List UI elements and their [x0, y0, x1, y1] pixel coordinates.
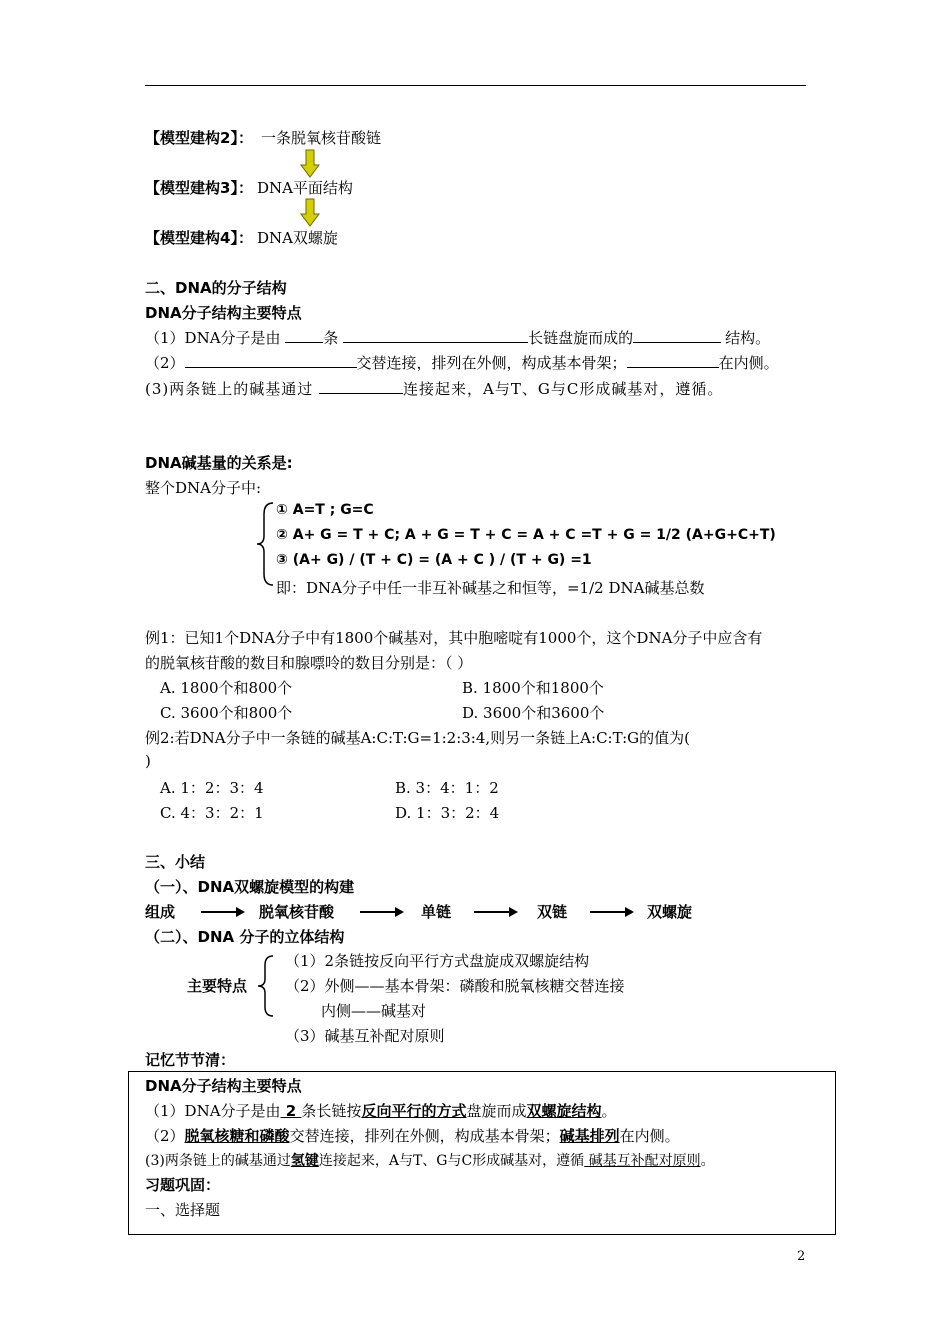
example-1-option-d[interactable]: D. 3600个和3600个 — [462, 704, 605, 722]
box-text: （2） — [145, 1127, 185, 1145]
right-arrow-icon — [360, 911, 395, 913]
box-line-3 — [145, 1150, 715, 1170]
example-1-question: 的脱氧核苷酸的数目和腺嘌呤的数目分别是：（ ） — [145, 654, 473, 672]
feature-3 — [145, 377, 807, 402]
right-arrow-icon — [395, 907, 404, 917]
right-arrow-icon — [201, 911, 236, 913]
feature-2-text: 在内侧。 — [718, 354, 779, 372]
relation-4: 即：DNA分子中任一非互补碱基之和恒等，=1/2 DNA碱基总数 — [276, 579, 705, 597]
feature-3-text: 连接起来，A与T、G与C形成碱基对，遵循 — [403, 380, 708, 398]
blank-field[interactable] — [285, 328, 323, 343]
memory-heading: 记忆节节清： — [145, 1051, 236, 1069]
blank-field[interactable] — [633, 328, 721, 343]
box-text: 交替连接，排列在外侧，构成基本骨架； — [289, 1127, 560, 1145]
brace-icon — [255, 953, 277, 1019]
base-relation-title: DNA碱基量的关系是: — [145, 454, 293, 472]
choice-heading: 一、选择题 — [145, 1201, 221, 1219]
example-2-option-b[interactable]: B. 3：4：1：2 — [395, 779, 499, 797]
relation-1: ① A=T ; G=C — [276, 502, 374, 518]
example-1-option-a[interactable]: A. 1800个和800个 — [160, 679, 293, 697]
box-answer: 反向平行的方式 — [361, 1102, 467, 1120]
flow-step: 双螺旋 — [647, 903, 693, 921]
feature-item-2b: 内侧——碱基对 — [321, 1002, 427, 1020]
feature-item-1: （1）2条链按反向平行方式盘旋成双螺旋结构 — [285, 952, 590, 970]
right-arrow-icon — [236, 907, 245, 917]
feature-3-text: (3)两条链上的碱基通过 — [145, 380, 314, 398]
box-text: 在内侧。 — [619, 1127, 680, 1145]
section2-title: 二、DNA的分子结构 — [145, 279, 287, 297]
box-answer: 2 — [280, 1102, 302, 1120]
model-3-text: DNA平面结构 — [256, 179, 353, 197]
feature-2 — [145, 352, 779, 373]
example-2-option-a[interactable]: A. 1：2：3：4 — [160, 779, 264, 797]
box-title: DNA分子结构主要特点 — [145, 1077, 302, 1095]
feature-2-text: （2） — [145, 354, 185, 372]
base-relation-intro: 整个DNA分子中: — [145, 479, 262, 497]
box-answer: 氢键 — [290, 1153, 319, 1169]
feature-1-text: 结构。 — [725, 329, 771, 347]
box-answer: 碱基互补配对原则 — [584, 1153, 701, 1169]
blank-field[interactable] — [343, 328, 528, 343]
box-text: (3)两条链上的碱基通过 — [145, 1153, 291, 1169]
feature-item-3: （3）碱基互补配对原则 — [285, 1027, 445, 1045]
down-arrow-icon — [300, 149, 320, 179]
right-arrow-icon — [625, 907, 634, 917]
brace-icon — [255, 500, 277, 588]
example-1-option-c[interactable]: C. 3600个和800个 — [160, 704, 293, 722]
example-2-option-d[interactable]: D. 1：3：2：4 — [395, 804, 500, 822]
relation-3: ③ (A+ G) / (T + C) = (A + C ) / (T + G) =1 — [276, 552, 592, 568]
feature-1 — [145, 327, 770, 348]
example-2-question: 例2:若DNA分子中一条链的碱基A:C:T:G=1:2:3:4,则另一条链上A:C:T:G的值为( — [145, 729, 690, 747]
example-2-option-c[interactable]: C. 4：3：2：1 — [160, 804, 264, 822]
flow-step: 组成 — [145, 903, 176, 921]
right-arrow-icon — [590, 911, 625, 913]
feature-1-text: 条 — [323, 329, 339, 347]
example-1-option-b[interactable]: B. 1800个和1800个 — [462, 679, 604, 697]
feature-2-text: 交替连接，排列在外侧，构成基本骨架； — [356, 354, 627, 372]
example-1-question: 例1：已知1个DNA分子中有1800个碱基对，其中胞嘧啶有1000个，这个DNA分子中应含有 — [145, 629, 763, 647]
model-4-label: 【模型建构4】： — [145, 229, 253, 247]
model-2 — [145, 127, 381, 148]
blank-field[interactable] — [185, 353, 357, 368]
right-arrow-icon — [474, 911, 509, 913]
box-line-2 — [145, 1125, 680, 1146]
flow-step: 双链 — [537, 903, 568, 921]
box-text: 条长链按 — [301, 1102, 362, 1120]
feature-item-2: （2）外侧——基本骨架：磷酸和脱氧核糖交替连接 — [285, 977, 625, 995]
box-answer: 脱氧核糖和磷酸 — [184, 1127, 290, 1145]
main-features-label: 主要特点 — [187, 977, 248, 995]
flow-step: 脱氧核苷酸 — [259, 903, 335, 921]
feature-1-text: （1）DNA分子是由 — [145, 329, 281, 347]
flow-step: 单链 — [421, 903, 452, 921]
summary-title: 三、小结 — [145, 853, 206, 871]
header-rule — [145, 85, 806, 86]
box-text: （1）DNA分子是由 — [145, 1102, 281, 1120]
box-answer: 碱基排列 — [559, 1127, 620, 1145]
box-text: 。 — [601, 1102, 617, 1120]
box-text: 连接起来，A与T、G与C形成碱基对，遵循 — [318, 1153, 585, 1169]
section2-subtitle: DNA分子结构主要特点 — [145, 304, 302, 322]
box-text: 。 — [700, 1153, 715, 1169]
blank-field[interactable] — [627, 353, 719, 368]
box-answer: 双螺旋结构 — [526, 1102, 602, 1120]
box-line-1 — [145, 1100, 617, 1121]
right-arrow-icon — [509, 907, 518, 917]
model-4 — [145, 227, 338, 248]
box-text: 盘旋而成 — [466, 1102, 527, 1120]
page-number: 2 — [797, 1249, 806, 1264]
model-2-label: 【模型建构2】： — [145, 129, 253, 147]
practice-heading: 习题巩固： — [145, 1176, 221, 1194]
summary-part-1: （一）、DNA双螺旋模型的构建 — [145, 878, 355, 896]
relation-2: ② A+ G = T + C; A + G = T + C = A + C =T + G = 1/2 (A+G+C+T) — [276, 527, 776, 543]
down-arrow-icon — [300, 198, 320, 228]
model-3 — [145, 177, 353, 198]
feature-1-text: 长链盘旋而成的 — [528, 329, 634, 347]
model-3-label: 【模型建构3】： — [145, 179, 253, 197]
feature-3-text: 。 — [707, 380, 724, 398]
blank-field[interactable] — [319, 379, 403, 394]
model-4-text: DNA双螺旋 — [256, 229, 338, 247]
summary-part-2: （二）、DNA 分子的立体结构 — [145, 928, 345, 946]
example-2-question: ) — [145, 752, 151, 770]
model-2-text: 一条脱氧核苷酸链 — [260, 129, 381, 147]
